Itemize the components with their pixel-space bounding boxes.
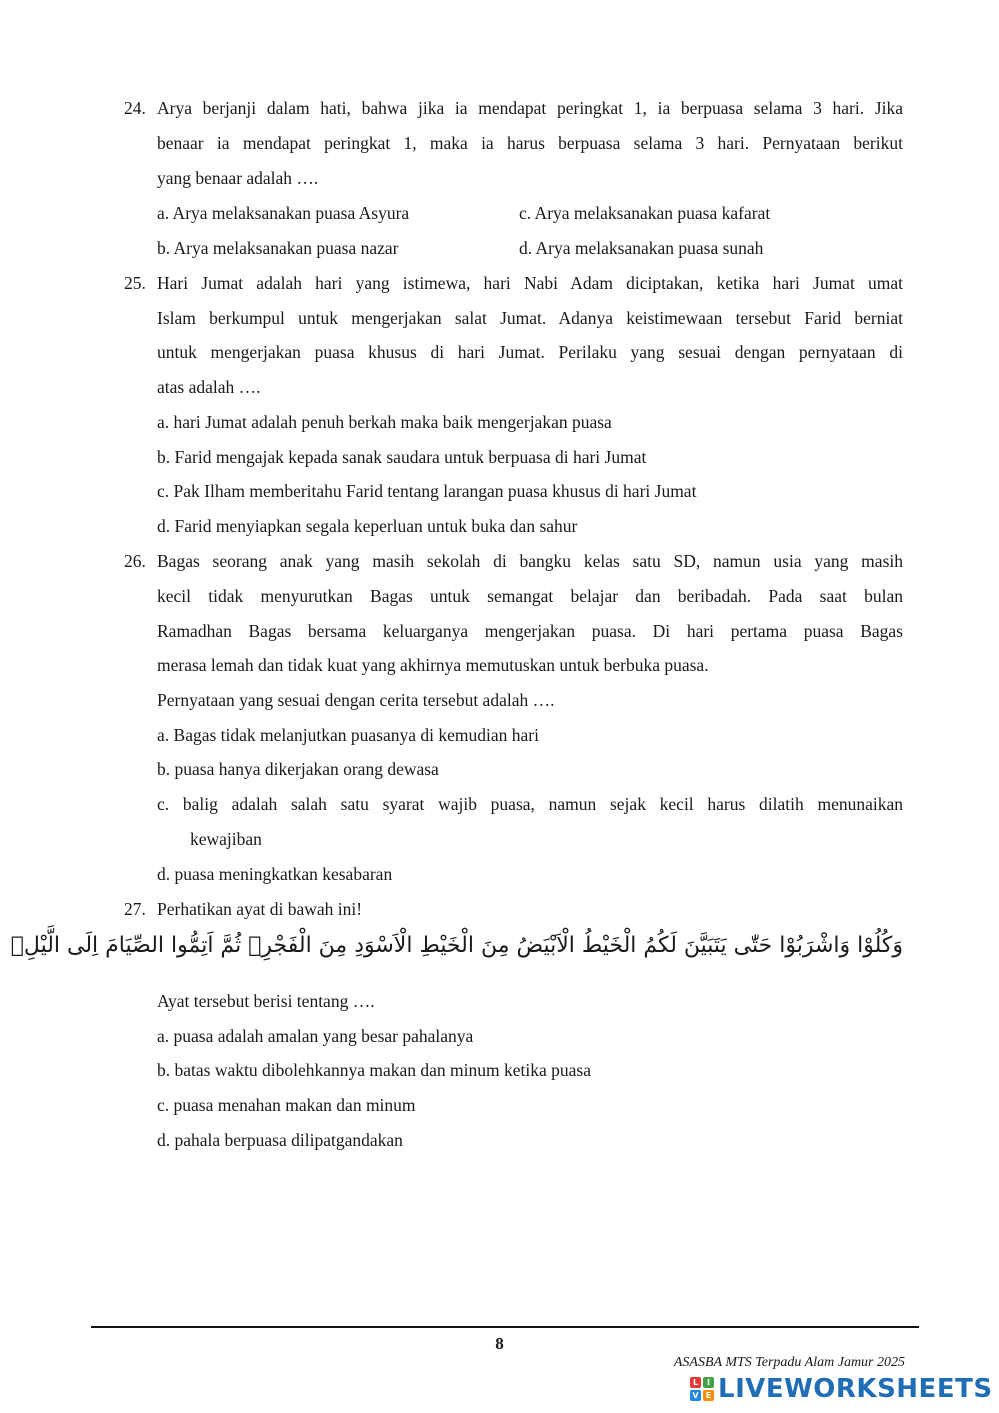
question-text: Perhatikan ayat di bawah ini! — [157, 899, 363, 919]
answer-option-d[interactable]: d. puasa meningkatkan kesabaran — [157, 864, 393, 884]
answer-option-a[interactable]: a. puasa adalah amalan yang besar pahalanya — [157, 1026, 474, 1046]
answer-option-d[interactable]: d. pahala berpuasa dilipatgandakan — [157, 1130, 403, 1150]
logo-letter: L — [690, 1377, 701, 1388]
answer-option-a[interactable]: a. Bagas tidak melanjutkan puasanya di kemudian hari — [157, 725, 539, 745]
answer-option-a[interactable]: a. Arya melaksanakan puasa Asyura — [157, 203, 410, 223]
answer-option-b[interactable]: b. puasa hanya dikerjakan orang dewasa — [157, 759, 439, 779]
footer-note: ASASBA MTS Terpadu Alam Jamur 2025 — [673, 1355, 905, 1370]
logo-letter: E — [703, 1390, 714, 1401]
question-number: 25. — [124, 273, 146, 293]
logo-letter: I — [703, 1377, 714, 1388]
answer-option-c[interactable]: c. puasa menahan makan dan minum — [157, 1095, 416, 1115]
liveworksheets-logo-icon — [690, 1377, 714, 1401]
question-number: 27. — [124, 899, 146, 919]
question-text: Ramadhan Bagas bersama keluarganya mengerjakan puasa. Di hari pertama puasa Bagas — [157, 621, 903, 641]
answer-option-d[interactable]: d. Farid menyiapkan segala keperluan untuk buka dan sahur — [157, 516, 578, 536]
answer-option-c[interactable]: c. Pak Ilham memberitahu Farid tentang larangan puasa khusus di hari Jumat — [157, 481, 697, 501]
answer-option-a[interactable]: a. hari Jumat adalah penuh berkah maka baik mengerjakan puasa — [157, 412, 612, 432]
question-number: 26. — [124, 551, 146, 571]
question-text: benaar ia mendapat peringkat 1, maka ia harus berpuasa selama 3 hari. Pernyataan berikut — [157, 133, 903, 153]
liveworksheets-brand-text: LIVEWORKSHEETS — [718, 1374, 993, 1404]
logo-letter: V — [690, 1390, 701, 1401]
question-number: 24. — [124, 98, 146, 118]
question-text: Hari Jumat adalah hari yang istimewa, hari Nabi Adam diciptakan, ketika hari Jumat umat — [157, 273, 903, 293]
question-text: merasa lemah dan tidak kuat yang akhirnya memutuskan untuk berbuka puasa. — [157, 655, 709, 675]
footer-divider — [91, 1326, 919, 1328]
answer-option-d[interactable]: d. Arya melaksanakan puasa sunah — [519, 238, 764, 258]
answer-option-c[interactable]: c. Arya melaksanakan puasa kafarat — [519, 203, 771, 223]
answer-option-b[interactable]: b. Arya melaksanakan puasa nazar — [157, 238, 399, 258]
question-text: Bagas seorang anak yang masih sekolah di bangku kelas satu SD, namun usia yang masih — [157, 551, 903, 571]
question-text: Islam berkumpul untuk mengerjakan salat Jumat. Adanya keistimewaan tersebut Farid berniat — [157, 308, 903, 328]
question-prompt: Ayat tersebut berisi tentang …. — [157, 991, 375, 1011]
answer-option-c-continued: kewajiban — [190, 829, 262, 849]
page-number: 8 — [495, 1334, 504, 1353]
answer-option-b[interactable]: b. Farid mengajak kepada sanak saudara untuk berpuasa di hari Jumat — [157, 447, 647, 467]
question-text: Arya berjanji dalam hati, bahwa jika ia mendapat peringkat 1, ia berpuasa selama 3 hari. Jika — [157, 98, 903, 118]
question-text: kecil tidak menyurutkan Bagas untuk semangat belajar dan beribadah. Pada saat bulan — [157, 586, 903, 606]
question-text: yang benaar adalah …. — [157, 168, 319, 188]
answer-option-b[interactable]: b. batas waktu dibolehkannya makan dan minum ketika puasa — [157, 1060, 591, 1080]
answer-option-c[interactable]: c. balig adalah salah satu syarat wajib puasa, namun sejak kecil harus dilatih menunaikan — [157, 794, 903, 814]
liveworksheets-logo[interactable] — [690, 1372, 993, 1406]
question-prompt: Pernyataan yang sesuai dengan cerita tersebut adalah …. — [157, 690, 555, 710]
question-text: untuk mengerjakan puasa khusus di hari Jumat. Perilaku yang sesuai dengan pernyataan di — [157, 342, 903, 362]
question-text: atas adalah …. — [157, 377, 261, 397]
quran-verse: وَكُلُوْا وَاشْرَبُوْا حَتّٰى يَتَبَيَّنَ لَكُمُ الْخَيْطُ الْاَبْيَضُ مِنَ الْخَيْطِ الْاَسْوَدِ مِنَ الْفَجْرِۖ ثُمَّ اَتِمُّوا الصِّيَامَ اِلَى الَّيْلِۚ — [10, 933, 903, 958]
